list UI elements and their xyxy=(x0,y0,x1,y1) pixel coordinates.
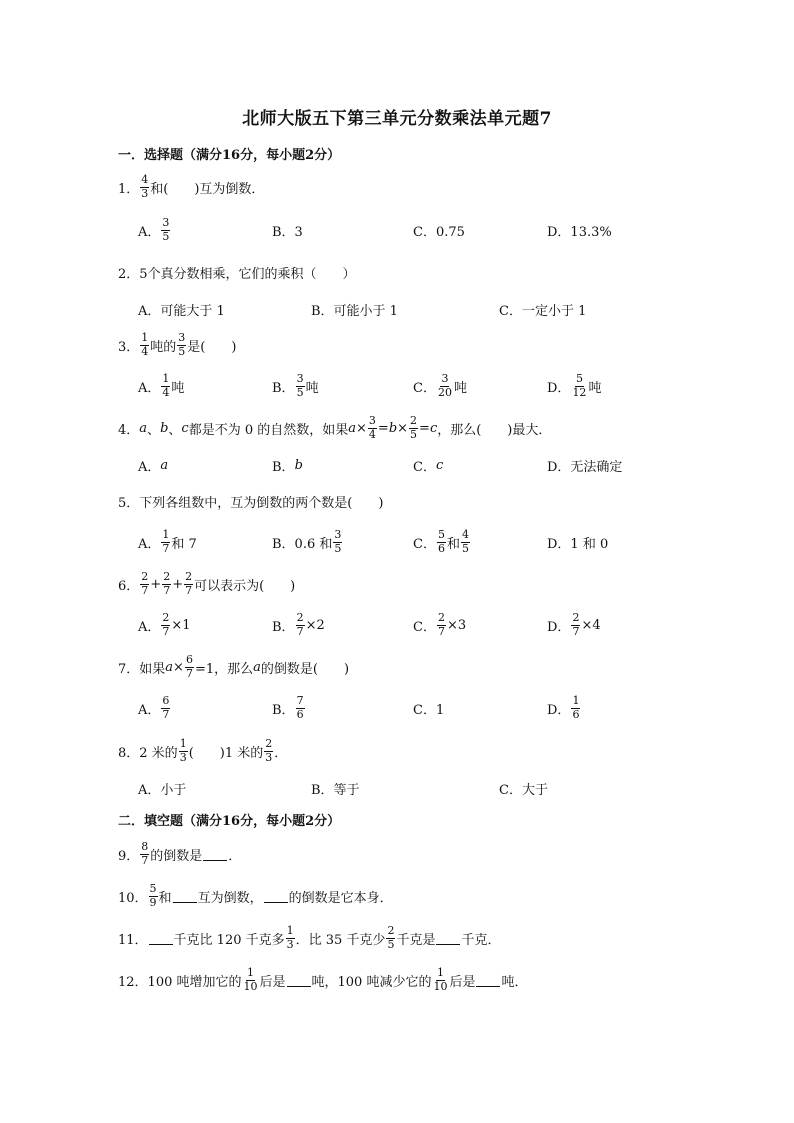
option-a[interactable]: A． $\frac{6}{7}$ xyxy=(138,693,170,721)
option-b[interactable]: B．3 xyxy=(272,224,303,240)
question-6: 6． $\frac{2}{7}$ + $\frac{2}{7}$ + $\frac{2}{7}$ 可以表示为( ) xyxy=(118,569,296,597)
option-d[interactable]: D． $\frac{2}{7}$ ×4 xyxy=(547,610,601,638)
option-b[interactable]: B．可能小于 1 xyxy=(311,303,398,319)
question-2: 2．5个真分数相乘，它们的乘积（ ） xyxy=(118,266,356,282)
option-a[interactable]: A． $\frac{2}{7}$ ×1 xyxy=(138,610,191,638)
answer-blank[interactable] xyxy=(203,847,227,861)
option-b[interactable]: B．等于 xyxy=(311,782,360,798)
option-d[interactable]: D．1 和 0 xyxy=(547,536,609,552)
option-b[interactable]: B． b xyxy=(272,457,303,475)
option-d[interactable]: D．无法确定 xyxy=(547,459,623,475)
question-11: 11． 千克比 120 千克多 $\frac{1}{3}$ ．比 35 千克少 $\frac{2}{5}$ 千克是 千克． xyxy=(118,923,501,951)
option-a[interactable]: A． $\frac{1}{7}$ 和 7 xyxy=(138,527,197,555)
question-12: 12．100 吨增加它的 $\frac{1}{10}$ 后是 吨，100 吨减少它的 $\frac{1}{10}$ 后是 吨． xyxy=(118,965,528,993)
option-a[interactable]: A．小于 xyxy=(138,782,187,798)
option-a[interactable]: A． $\frac{3}{5}$ xyxy=(138,215,170,243)
section-heading-choice: 一．选择题（满分16分，每小题2分） xyxy=(118,148,341,163)
answer-blank[interactable] xyxy=(436,931,460,945)
section-heading-fill: 二．填空题（满分16分，每小题2分） xyxy=(118,814,341,829)
question-3: 3． $\frac{1}{4}$ 吨的 $\frac{3}{5}$ 是( ) xyxy=(118,330,237,358)
question-7: 7．如果 a × $\frac{6}{7}$ =1，那么 a 的倒数是( ) xyxy=(118,652,350,680)
fraction: $\frac{4}{3}$ xyxy=(141,172,149,200)
option-a[interactable]: A．可能大于 1 xyxy=(138,303,225,319)
question-8: 8．2 米的 $\frac{1}{3}$ ( )1 米的 $\frac{2}{3}$ ． xyxy=(118,736,288,764)
option-c[interactable]: C．1 xyxy=(413,702,445,718)
answer-blank[interactable] xyxy=(173,889,197,903)
answer-blank[interactable] xyxy=(287,973,311,987)
option-c[interactable]: C． c xyxy=(413,457,444,475)
option-d[interactable]: D． $\frac{1}{6}$ xyxy=(547,693,580,721)
answer-blank[interactable] xyxy=(264,889,288,903)
option-a[interactable]: A． a xyxy=(138,457,169,475)
option-c[interactable]: C．0.75 xyxy=(413,224,465,240)
answer-blank[interactable] xyxy=(149,931,173,945)
question-5: 5．下列各组数中，互为倒数的两个数是( ) xyxy=(118,495,384,511)
option-c[interactable]: C．大于 xyxy=(499,782,548,798)
option-c[interactable]: C． $\frac{5}{6}$ 和 $\frac{4}{5}$ xyxy=(413,527,469,555)
page-title: 北师大版五下第三单元分数乘法单元题7 xyxy=(242,109,552,129)
question-9: 9． $\frac{8}{7}$ 的倒数是 ． xyxy=(118,839,242,867)
question-10: 10． $\frac{5}{9}$ 和 互为倒数， 的倒数是它本身． xyxy=(118,881,393,909)
option-c[interactable]: C． $\frac{3}{20}$ 吨 xyxy=(413,371,467,399)
option-d[interactable]: D．13.3% xyxy=(547,224,612,240)
option-b[interactable]: B． $\frac{3}{5}$ 吨 xyxy=(272,371,319,399)
option-c[interactable]: C．一定小于 1 xyxy=(499,303,587,319)
option-b[interactable]: B． $\frac{7}{6}$ xyxy=(272,693,304,721)
option-b[interactable]: B． $\frac{2}{7}$ ×2 xyxy=(272,610,325,638)
option-a[interactable]: A． $\frac{1}{4}$ 吨 xyxy=(138,371,185,399)
option-b[interactable]: B．0.6 和 $\frac{3}{5}$ xyxy=(272,527,342,555)
option-d[interactable]: D． $\frac{5}{12}$ 吨 xyxy=(547,371,602,399)
question-4: 4． a 、 b 、 c 都是不为 0 的自然数，如果 a × $\frac{3}{4}$ = b × $\frac{2}{5}$ = c ，那么( )最大． xyxy=(118,413,552,441)
question-1: 1． $\frac{4}{3}$ 和( )互为倒数． xyxy=(118,172,265,200)
answer-blank[interactable] xyxy=(476,973,500,987)
option-c[interactable]: C． $\frac{2}{7}$ ×3 xyxy=(413,610,467,638)
